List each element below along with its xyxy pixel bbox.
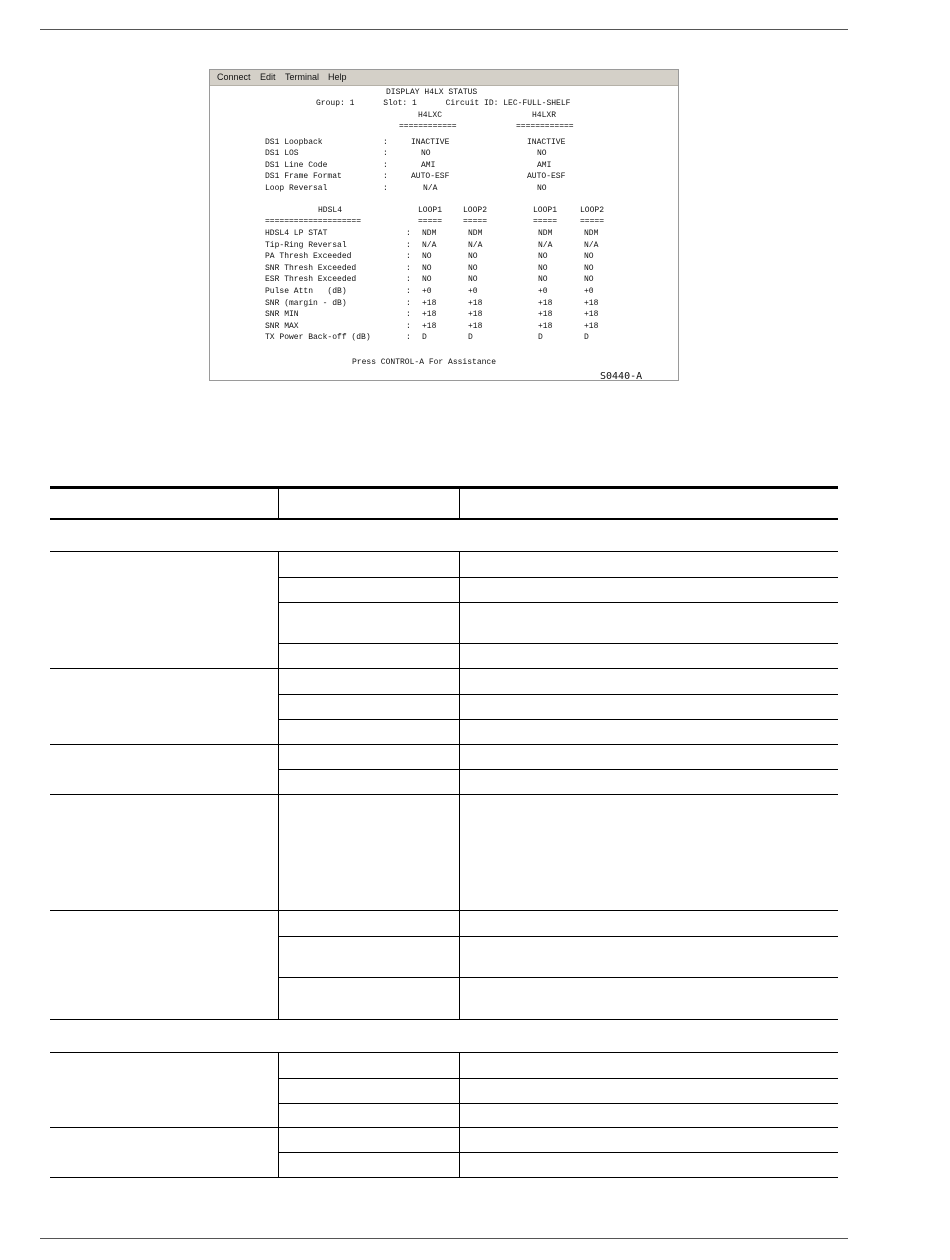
ds1-sep: : — [383, 138, 388, 147]
loop1-header-r: LOOP1 — [533, 206, 558, 215]
group-slot-circuit-line: Group: 1 Slot: 1 Circuit ID: LEC-FULL-SHELF — [316, 99, 571, 108]
hdsl4-row-value: +18 — [468, 310, 483, 320]
ds1-h4lxr-value: AMI — [537, 161, 552, 170]
hdsl4-row-sep: : — [406, 275, 411, 285]
hdsl4-row-value: +18 — [538, 310, 553, 320]
hdsl4-row-label: SNR MAX — [265, 321, 299, 331]
hdsl4-row-value: +18 — [538, 321, 553, 331]
hdsl4-row-label: TX Power Back-off (dB) — [265, 333, 371, 343]
ds1-h4lxr-value: NO — [537, 184, 547, 193]
ds1-h4lxr-value: INACTIVE — [527, 138, 566, 147]
hdsl4-row-value: NO — [422, 275, 432, 285]
hdsl4-row-value: NDM — [422, 229, 437, 238]
body-col-divider — [459, 552, 460, 1019]
table-row-rule — [50, 551, 838, 552]
hdsl4-row-value: +18 — [422, 298, 437, 308]
table-subrow-rule — [278, 977, 838, 978]
hdsl4-row-value: NDM — [468, 229, 483, 238]
ds1-label: DS1 Line Code — [265, 161, 328, 170]
hdsl4-row-value: D — [584, 333, 589, 343]
body-col-divider — [278, 552, 279, 1019]
ds1-label: Loop Reversal — [265, 184, 328, 193]
ds1-h4lxc-value: AMI — [421, 161, 436, 170]
table-subrow-rule — [278, 577, 838, 578]
table-row-rule — [50, 910, 838, 911]
hdsl4-row-sep: : — [406, 287, 411, 296]
hdsl4-row-label: SNR (margin - dB) — [265, 298, 347, 308]
ds1-h4lxc-value: AUTO-ESF — [411, 172, 450, 181]
h4lxr-rule: ============ — [516, 122, 574, 131]
loop2-rule-c: ===== — [463, 217, 488, 226]
loop2-header-r: LOOP2 — [580, 206, 605, 215]
hdsl4-row-value: NO — [468, 252, 478, 262]
hdsl4-row-sep: : — [406, 310, 411, 320]
ds1-sep: : — [383, 161, 388, 170]
table-subrow-rule — [278, 1103, 838, 1104]
ds1-h4lxr-value: NO — [537, 149, 547, 158]
hdsl4-row-value: D — [422, 333, 427, 343]
terminal-screenshot — [209, 69, 679, 381]
hdsl4-row-value: NO — [584, 252, 594, 262]
hdsl4-row-sep: : — [406, 252, 411, 262]
table-subrow-rule — [278, 936, 838, 937]
table-subrow-rule — [278, 694, 838, 695]
menu-terminal[interactable]: Terminal — [285, 72, 320, 82]
table-subrow-rule — [278, 719, 838, 720]
table-row-rule — [50, 794, 838, 795]
hdsl4-row-value: +0 — [422, 287, 432, 296]
hdsl4-row-value: +18 — [584, 321, 599, 331]
hdsl4-rule: ==================== — [265, 217, 362, 226]
footer-rule — [40, 1238, 848, 1239]
hdsl4-row-value: +18 — [422, 310, 437, 320]
ds1-sep: : — [383, 149, 388, 158]
loop1-rule-r: ===== — [533, 217, 558, 226]
ds1-label: DS1 Frame Format — [265, 172, 342, 181]
hdsl4-row-value: +18 — [422, 321, 437, 331]
hdsl4-row-value: NO — [422, 263, 432, 273]
ds1-h4lxc-value: INACTIVE — [411, 138, 450, 147]
table-row-rule — [50, 1019, 838, 1020]
ds1-sep: : — [383, 184, 388, 193]
hdsl4-row-value: +18 — [468, 298, 483, 308]
hdsl4-row-value: NO — [538, 263, 548, 273]
terminal-screen — [210, 86, 678, 380]
hdsl4-row-value: +18 — [584, 310, 599, 320]
terminal-menubar — [210, 70, 678, 86]
hdsl4-row-value: N/A — [584, 240, 599, 250]
hdsl4-row-value: N/A — [538, 240, 553, 250]
h4lxc-rule: ============ — [399, 122, 457, 131]
hdsl4-row-value: D — [538, 333, 543, 343]
hdsl4-row-value: N/A — [468, 240, 483, 250]
table-row-rule — [50, 1052, 838, 1053]
table-header-rule — [50, 518, 838, 520]
table-subrow-rule — [278, 643, 838, 644]
header-col-divider — [278, 489, 279, 518]
table-subrow-rule — [278, 1078, 838, 1079]
screen-title: DISPLAY H4LX STATUS — [386, 88, 478, 97]
figure-id: S0440-A — [600, 371, 643, 381]
ds1-label: DS1 LOS — [265, 149, 299, 158]
hdsl4-row-sep: : — [406, 240, 411, 250]
hdsl4-row-label: SNR Thresh Exceeded — [265, 263, 357, 273]
ds1-h4lxc-value: NO — [421, 149, 431, 158]
loop2-rule-r: ===== — [580, 217, 605, 226]
menu-help[interactable]: Help — [328, 72, 347, 82]
ds1-h4lxr-value: AUTO-ESF — [527, 172, 566, 181]
menu-edit[interactable]: Edit — [260, 72, 276, 82]
table-row-rule — [50, 1127, 838, 1128]
table-row-rule — [50, 744, 838, 745]
hdsl4-row-value: NO — [468, 263, 478, 273]
col-h4lxr: H4LXR — [532, 111, 557, 120]
table-top-rule — [50, 486, 838, 489]
ds1-sep: : — [383, 172, 388, 181]
assistance-footer: Press CONTROL-A For Assistance — [352, 358, 497, 367]
hdsl4-row-sep: : — [406, 333, 411, 343]
hdsl4-row-value: +0 — [584, 287, 594, 296]
hdsl4-row-value: N/A — [422, 240, 437, 250]
hdsl4-row-sep: : — [406, 263, 411, 273]
loop2-header-c: LOOP2 — [463, 206, 488, 215]
hdsl4-row-sep: : — [406, 298, 411, 308]
hdsl4-row-sep: : — [406, 229, 411, 238]
hdsl4-row-value: NO — [584, 275, 594, 285]
table-subrow-rule — [278, 602, 838, 603]
hdsl4-row-value: NO — [422, 252, 432, 262]
loop1-header-c: LOOP1 — [418, 206, 443, 215]
body-col-divider — [459, 1053, 460, 1177]
table-subrow-rule — [278, 1152, 838, 1153]
hdsl4-row-value: +18 — [538, 298, 553, 308]
hdsl4-row-value: NO — [468, 275, 478, 285]
hdsl4-row-label: HDSL4 LP STAT — [265, 229, 328, 238]
col-h4lxc: H4LXC — [418, 111, 443, 120]
ds1-label: DS1 Loopback — [265, 138, 323, 147]
hdsl4-header: HDSL4 — [318, 206, 343, 215]
hdsl4-row-value: +18 — [468, 321, 483, 331]
hdsl4-row-value: NO — [538, 252, 548, 262]
hdsl4-row-value: NDM — [538, 229, 553, 238]
hdsl4-row-value: +18 — [584, 298, 599, 308]
hdsl4-row-label: Tip-Ring Reversal — [265, 240, 347, 250]
table-row-rule — [50, 668, 838, 669]
hdsl4-row-value: D — [468, 333, 473, 343]
hdsl4-row-label: ESR Thresh Exceeded — [265, 275, 357, 285]
header-col-divider — [459, 489, 460, 518]
hdsl4-row-label: SNR MIN — [265, 310, 299, 320]
header-rule — [40, 29, 848, 30]
hdsl4-row-value: NO — [584, 263, 594, 273]
hdsl4-row-label: PA Thresh Exceeded — [265, 252, 352, 262]
ds1-h4lxc-value: N/A — [423, 184, 438, 193]
table-subrow-rule — [278, 769, 838, 770]
hdsl4-row-value: NO — [538, 275, 548, 285]
body-col-divider — [278, 1053, 279, 1177]
hdsl4-row-value: NDM — [584, 229, 599, 238]
hdsl4-row-value: +0 — [538, 287, 548, 296]
hdsl4-row-value: +0 — [468, 287, 478, 296]
loop1-rule-c: ===== — [418, 217, 443, 226]
hdsl4-row-sep: : — [406, 321, 411, 331]
menu-connect[interactable]: Connect — [217, 72, 251, 82]
table-row-rule — [50, 1177, 838, 1178]
hdsl4-row-label: Pulse Attn (dB) — [265, 287, 347, 296]
